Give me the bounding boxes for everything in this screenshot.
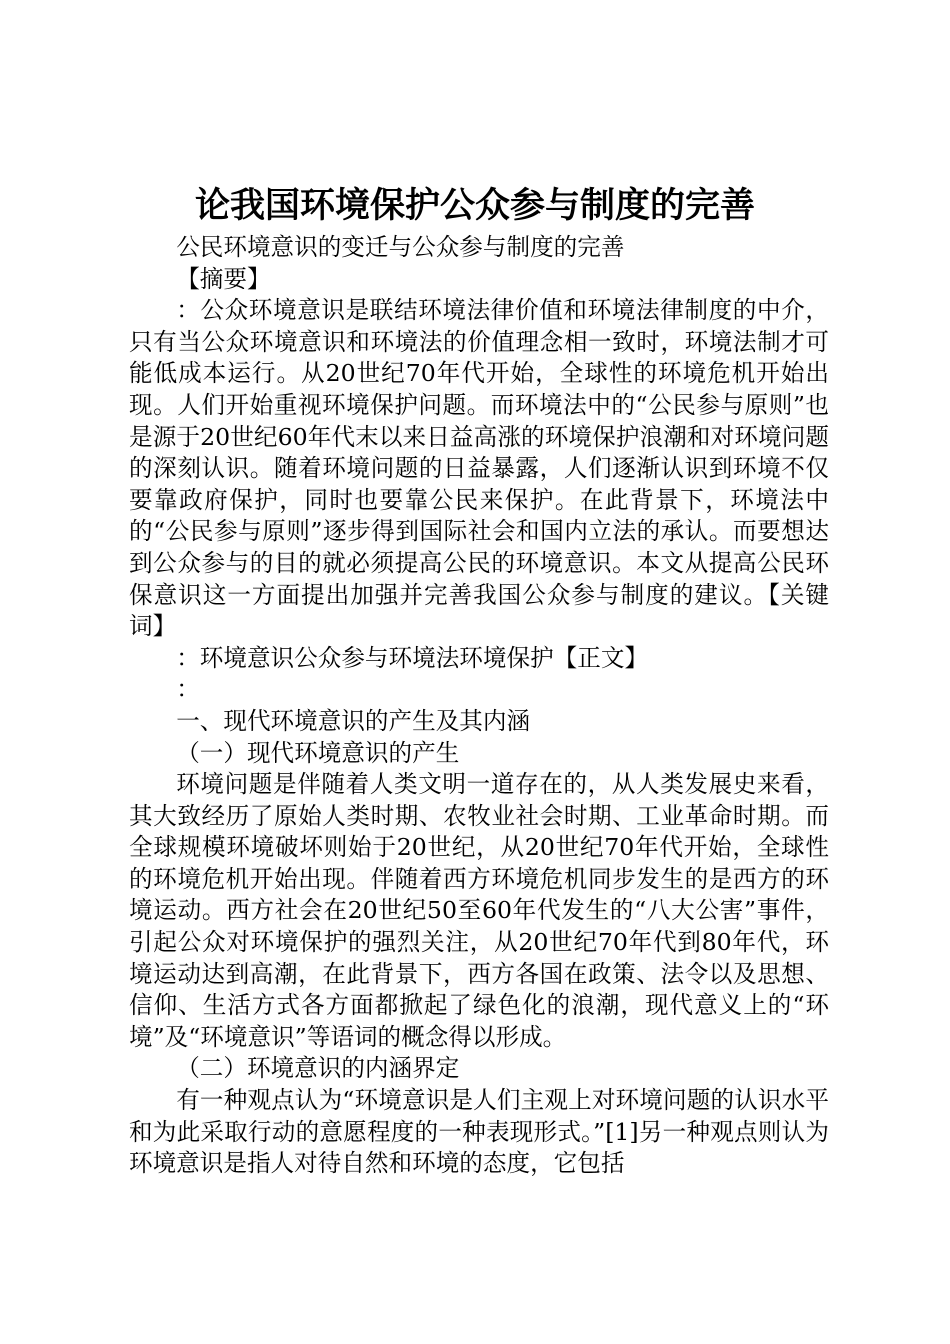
subtitle-paragraph: 公民环境意识的变迁与公众参与制度的完善 — [176, 233, 625, 261]
body-paragraph-1: 环境问题是伴随着人类文明一道存在的，从人类发展史来看，其大致经历了原始人类时期、农牧业社会时期、工业革命时期。而全球规模环境破坏则始于20世纪，从20世纪70年代开始，全球性的环境危机开始出现。伴随着西方环境危机同步发生的是西方的环境运动。西方社会在20世纪50至60年代发生的“八大公害”事件，引起公众对环境保护的强烈关注，从20世纪70年代到80年代，环境运动达到高潮，在此背景下，西方各国在政策、法令以及思想、信仰、生活方式各方面都掀起了绿色化的浪潮，现代意义上的“环境”及“环境意识”等语词的概念得以形成。 — [129, 770, 829, 1051]
keywords-paragraph: ：环境意识公众参与环境法环境保护【正文】 — [176, 643, 649, 672]
subsection-heading-2: （二）环境意识的内涵界定 — [176, 1054, 460, 1083]
subsection-heading-1: （一）现代环境意识的产生 — [176, 738, 460, 767]
abstract-heading: 【摘要】 — [176, 264, 271, 293]
abstract-paragraph: ：公众环境意识是联结环境法律价值和环境法律制度的中介，只有当公众环境意识和环境法的价值理念相一致时，环境法制才可能低成本运行。从20世纪70年代开始，全球性的环境危机开始出现。人们开始重视环境保护问题。而环境法中的“公民参与原则”也是源于20世纪60年代末以来日益高涨的环境保护浪潮和对环境问题的深刻认识。随着环境问题的日益暴露，人们逐渐认识到环境不仅要靠政府保护，同时也要靠公民来保护。在此背景下，环境法中的“公民参与原则”逐步得到国际社会和国内立法的承认。而要想达到公众参与的目的就必须提高公民的环境意识。本文从提高公民环保意识这一方面提出加强并完善我国公众参与制度的建议。【关键词】 — [129, 296, 829, 641]
document-title: 论我国环境保护公众参与制度的完善 — [194, 185, 755, 226]
document-body — [129, 232, 829, 1180]
section-heading: 一、现代环境意识的产生及其内涵 — [176, 706, 531, 735]
body-colon-paragraph: ： — [176, 675, 200, 704]
body-paragraph-2: 有一种观点认为“环境意识是人们主观上对环境问题的认识水平和为此采取行动的意愿程度的一种表现形式。”[1]另一种观点则认为环境意识是指人对待自然和环境的态度，它包括 — [129, 1086, 829, 1178]
